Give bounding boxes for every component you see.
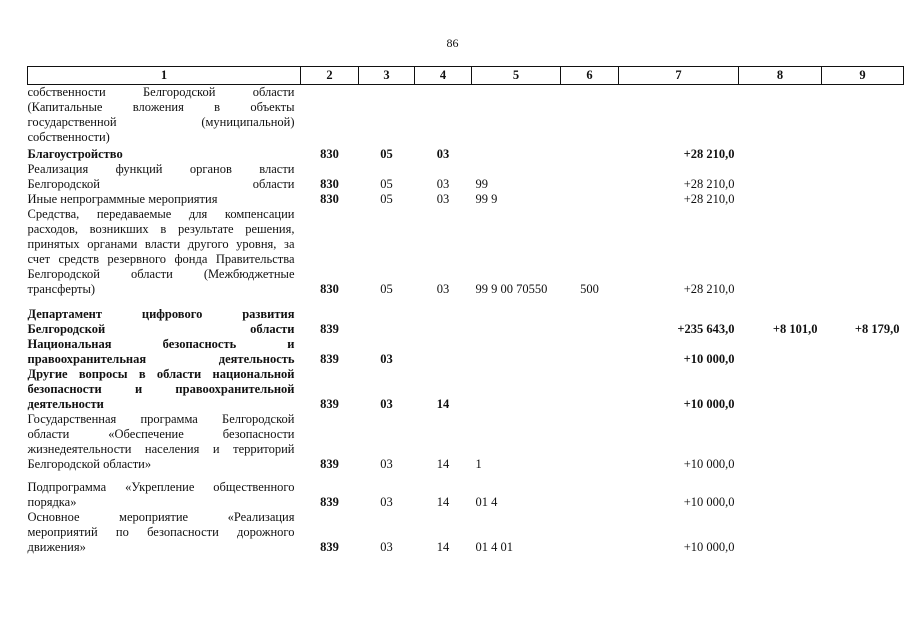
section-code: 05 [380,282,393,296]
amount-col8: +8 101,0 [772,322,818,336]
header-row [28,67,904,85]
amount-col7: +10 000,0 [683,457,735,471]
amount-col7: +28 210,0 [683,147,735,161]
row-description: Основное мероприятие «Реализация мероприятий по безопасности дорожного движения» [27,510,295,554]
section-code: 03 [380,495,393,509]
subsection-code: 03 [436,282,450,296]
table-row [28,510,904,555]
subsection-code: 14 [436,495,450,509]
amount-col7: +10 000,0 [683,540,735,554]
section-code: 05 [380,177,393,191]
amount-col8 [739,145,822,162]
subsection-code: 14 [436,540,450,554]
target-article: 01 4 [475,495,498,509]
target-article [472,367,561,412]
amount-col7: +10 000,0 [683,397,735,411]
amount-col9 [822,337,904,367]
target-article: 01 4 01 [475,540,513,554]
row-description: Подпрограмма «Укрепление общественного порядка» [27,480,295,509]
row-description: Иные непрограммные мероприятия [27,192,218,206]
amount-col7 [619,85,739,146]
table-row [28,412,904,472]
table-row [28,472,904,510]
target-article [472,337,561,367]
expense-type [561,162,619,192]
amount-col8 [739,207,822,297]
expense-type [561,145,619,162]
expense-type: 500 [580,282,599,296]
amount-col9 [822,162,904,192]
amount-col8 [739,412,822,472]
amount-col7: +10 000,0 [683,352,735,366]
ministry-code: 839 [320,322,339,336]
amount-col8 [739,85,822,146]
col-header-4: 4 [415,67,472,85]
amount-col8 [739,472,822,510]
amount-col8 [739,162,822,192]
expense-type [561,297,619,337]
ministry-code: 830 [320,192,339,206]
col-header-7: 7 [619,67,739,85]
subsection-code: 03 [436,147,450,161]
amount-col9 [822,510,904,555]
section-code: 03 [380,352,393,366]
subsection-code: 14 [436,397,450,411]
ministry-code [301,85,359,146]
amount-col8 [739,367,822,412]
target-article: 1 [475,457,482,471]
ministry-code: 839 [320,540,339,554]
amount-col8 [739,510,822,555]
expense-type [561,510,619,555]
budget-table [27,66,904,555]
row-description: Департамент цифрового развития Белгородской области [27,307,295,336]
ministry-code: 839 [320,397,339,411]
subsection-code [415,297,472,337]
section-code [359,85,415,146]
row-description: Национальная безопасность и правоохранительная деятельность [27,337,295,366]
target-article [472,297,561,337]
expense-type [561,85,619,146]
subsection-code [415,337,472,367]
amount-col9 [822,145,904,162]
ministry-code: 830 [320,177,339,191]
col-header-1: 1 [28,67,301,85]
amount-col9 [822,367,904,412]
section-code: 03 [380,457,393,471]
amount-col7: +28 210,0 [683,282,735,296]
expense-type [561,192,619,207]
table-row [28,207,904,297]
amount-col9 [822,412,904,472]
table-row [28,85,904,146]
target-article: 99 [475,177,488,191]
ministry-code: 839 [320,457,339,471]
section-code: 05 [380,192,393,206]
ministry-code: 839 [320,352,339,366]
amount-col7: +28 210,0 [683,177,735,191]
target-article [472,145,561,162]
ministry-code: 839 [320,495,339,509]
amount-col7: +10 000,0 [683,495,735,509]
row-description: Другие вопросы в области национальной безопасности и правоохранительной деятельности [27,367,295,411]
subsection-code [415,85,472,146]
table-row [28,297,904,337]
section-code: 03 [380,540,393,554]
col-header-2: 2 [301,67,359,85]
row-description: Реализация функций органов власти Белгородской области [27,162,295,191]
section-code [359,297,415,337]
subsection-code: 03 [436,192,450,206]
amount-col9 [822,472,904,510]
col-header-8: 8 [739,67,822,85]
subsection-code: 03 [436,177,450,191]
col-header-6: 6 [561,67,619,85]
target-article [472,85,561,146]
amount-col7: +28 210,0 [683,192,735,206]
table-row [28,162,904,192]
subsection-code: 14 [436,457,450,471]
col-header-9: 9 [822,67,904,85]
row-description: Средства, передаваемые для компенсации расходов, возникших в результате решения, принятых органами власти другого уровня, за счет средств резервного фонда Правительства Белгородской области (Межбюджетные трансферты) [27,207,295,296]
section-code: 03 [380,397,393,411]
amount-col9 [822,192,904,207]
target-article: 99 9 [475,192,498,206]
page-number: 86 [446,36,459,50]
expense-type [561,367,619,412]
expense-type [561,472,619,510]
amount-col9 [822,207,904,297]
section-code: 05 [380,147,393,161]
ministry-code: 830 [320,282,339,296]
amount-col8 [739,192,822,207]
amount-col9 [822,85,904,146]
expense-type [561,337,619,367]
col-header-5: 5 [472,67,561,85]
amount-col9: +8 179,0 [854,322,900,336]
expense-type [561,412,619,472]
table-row [28,192,904,207]
table-row [28,367,904,412]
row-description: Благоустройство [27,147,123,161]
row-description: собственности Белгородской области (Капитальные вложения в объекты государственной (муниципальной) собственности) [27,85,295,144]
target-article: 99 9 00 70550 [475,282,548,296]
table-row [28,145,904,162]
table-row [28,337,904,367]
row-description: Государственная программа Белгородской области «Обеспечение безопасности жизнедеятельности населения и территорий Белгородской области» [27,412,295,471]
amount-col8 [739,337,822,367]
amount-col7: +235 643,0 [677,322,735,336]
ministry-code: 830 [320,147,339,161]
col-header-3: 3 [359,67,415,85]
